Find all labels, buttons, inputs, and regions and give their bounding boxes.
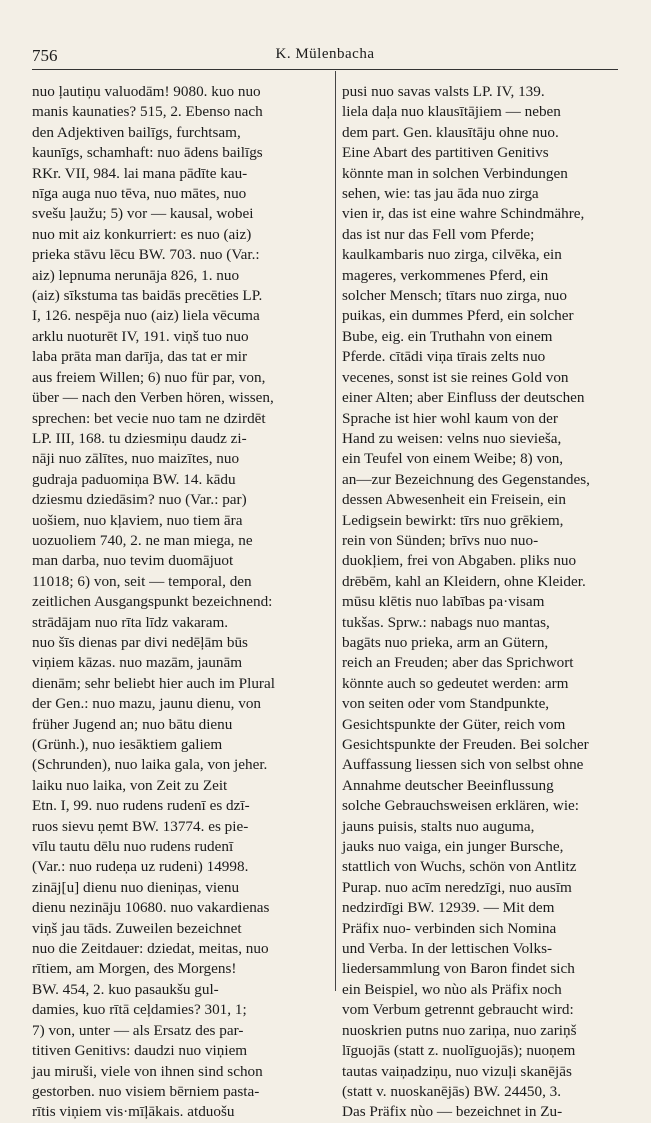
- text-line: kaulkambaris nuo zirga, cilvēka, ein: [342, 246, 562, 264]
- text-line: strādājam nuo rīta līdz vakaram.: [32, 613, 229, 631]
- text-line: jau miruši, viele von ihnen sind schon: [32, 1062, 263, 1080]
- text-line: mūsu klētis nuo labības pa·visam: [342, 593, 545, 611]
- text-line: Eine Abart des partitiven Genitivs: [342, 144, 549, 162]
- text-line: duokļiem, frei von Abgaben. pliks nuo: [342, 552, 577, 570]
- text-line: LP. III, 168. tu dziesmiņu daudz zi-: [32, 429, 247, 447]
- text-line: prieka stāvu lēcu BW. 703. nuo (Var.:: [32, 246, 260, 264]
- text-line: pusi nuo savas valsts LP. IV, 139.: [342, 83, 545, 100]
- text-line: aiz) lepnuma nerunāja 826, 1. nuo: [32, 266, 240, 284]
- text-line: vom Verbum getrennt gebraucht wird:: [342, 1001, 574, 1019]
- text-line: svešu ļaužu; 5) vor — kausal, wobei: [32, 205, 254, 223]
- text-line: viņš jau tāds. Zuweilen bezeichnet: [32, 919, 242, 937]
- text-line: arklu nuoturēt IV, 191. viņš tuo nuo: [32, 327, 249, 345]
- text-line: nīga auga nuo tēva, nuo mātes, nuo: [32, 185, 247, 203]
- text-line: rītiem, am Morgen, des Morgens!: [32, 960, 237, 978]
- text-line: über — nach den Verben hören, wissen,: [32, 389, 274, 407]
- column-divider: [335, 71, 336, 991]
- text-line: tautas vaiņadziņu, nuo vizuļi skanējās: [342, 1062, 572, 1080]
- text-line: das ist nur das Fell vom Pferde;: [342, 225, 535, 243]
- left-column: [32, 82, 326, 1123]
- text-line: nuo šīs dienas par divi nedēļām būs: [32, 633, 248, 651]
- text-line: viņiem kāzas. nuo mazām, jaunām: [32, 654, 243, 672]
- text-line: stattlich von Wuchs, schön von Antlitz: [342, 858, 577, 876]
- text-line: dziesmu dziedāsim? nuo (Var.: par): [32, 491, 247, 509]
- text-line: rītis viņiem vis·mīļākais. atduošu: [32, 1103, 235, 1121]
- text-line: solche Gebrauchsweisen erklären, wie:: [342, 797, 579, 815]
- text-line: dienām; sehr beliebt hier auch im Plural: [32, 674, 275, 692]
- text-line: Auffassung liessen sich von selbst ohne: [342, 756, 584, 774]
- text-line: Bube, eig. ein Truthahn von einem: [342, 327, 553, 345]
- text-line: Annahme deutscher Beeinflussung: [342, 776, 554, 794]
- text-line: solcher Mensch; tītars nuo zirga, nuo: [342, 287, 567, 305]
- text-line: nedzirdīgi BW. 12939. — Mit dem: [342, 899, 555, 917]
- text-line: 7) von, unter — als Ersatz des par-: [32, 1021, 244, 1039]
- text-line: Das Präfix nùo — bezeichnet in Zu-: [342, 1103, 563, 1121]
- text-line: reich an Freuden; aber das Sprichwort: [342, 654, 574, 672]
- text-line: sehen, wie: tas jau āda nuo zirga: [342, 185, 539, 203]
- text-line: dienu nezināju 10680. nuo vakardienas: [32, 899, 270, 917]
- text-line: nuo ļautiņu valuodām! 9080. kuo nuo: [32, 83, 261, 100]
- text-line: Gesichtspunkte der Freuden. Bei solcher: [342, 736, 589, 753]
- text-line: I, 126. nespēja nuo (aiz) liela vēcuma: [32, 307, 260, 325]
- text-line: nuo die Zeitdauer: dziedat, meitas, nuo: [32, 940, 269, 958]
- text-line: laiku nuo laika, von Zeit zu Zeit: [32, 776, 228, 794]
- text-line: einer Alten; aber Einfluss der deutschen: [342, 389, 585, 407]
- text-line: nuo mit aiz konkurriert: es nuo (aiz): [32, 225, 252, 243]
- text-line: (statt v. nuoskanējās) BW. 24450, 3.: [342, 1082, 562, 1100]
- text-line: titiven Genitivs: daudzi nuo viņiem: [32, 1042, 248, 1060]
- text-line: RKr. VII, 984. lai mana pādīte kau-: [32, 164, 248, 182]
- text-line: Purap. nuo acīm neredzīgi, nuo ausīm: [342, 878, 572, 896]
- text-line: bagāts nuo prieka, arm an Gütern,: [342, 633, 549, 651]
- text-line: Hand zu weisen: velns nuo sieviešа,: [342, 429, 562, 447]
- text-line: puikas, ein dummes Pferd, ein solcher: [342, 307, 574, 325]
- text-line: von seiten oder vom Standpunkte,: [342, 695, 550, 713]
- text-line: dessen Abwesenheit ein Freisein, ein: [342, 491, 566, 509]
- text-line: den Adjektiven bailīgs, furchtsam,: [32, 123, 241, 141]
- text-line: ein Teufel von einem Weibe; 8) von,: [342, 450, 564, 468]
- text-line: uošiem, nuo kļaviem, nuo tiem āra: [32, 511, 243, 529]
- text-line: und Verba. In der lettischen Volks-: [342, 940, 553, 958]
- page-header: [32, 46, 618, 68]
- text-line: zināj[u] dienu nuo dieniņas, vienu: [32, 878, 240, 896]
- text-line: gestorben. nuo visiem bērniem pasta-: [32, 1082, 260, 1100]
- text-line: (aiz) sīkstuma tas baidās precēties LP.: [32, 287, 263, 305]
- text-line: ruos sievu ņemt BW. 13774. es pie-: [32, 817, 249, 835]
- text-line: Sprache ist hier wohl kaum von der: [342, 409, 558, 427]
- text-line: dem part. Gen. klausītāju ohne nuo.: [342, 123, 559, 141]
- text-line: (Schrunden), nuo laika gala, von jeher.: [32, 756, 268, 774]
- text-line: an—zur Bezeichnung des Gegenstandes,: [342, 470, 590, 488]
- text-line: Etn. I, 99. nuo rudens rudenī es dzī-: [32, 797, 250, 815]
- text-line: Präfix nuo- verbinden sich Nomina: [342, 919, 557, 937]
- text-line: der Gen.: nuo mazu, jaunu dienu, von: [32, 695, 262, 713]
- header-rule: [32, 69, 618, 70]
- text-line: sprechen: bet vecie nuo tam ne dzirdēt: [32, 409, 266, 427]
- text-line: ein Beispiel, wo nùo als Präfix noch: [342, 980, 562, 998]
- text-line: vecenes, sonst ist sie reines Gold von: [342, 368, 569, 386]
- text-line: uozuoliem 740, 2. ne man miega, ne: [32, 531, 253, 549]
- text-line: nuoskrien putns nuo zariņa, nuo zariņš: [342, 1021, 577, 1039]
- text-line: manis kaunaties? 515, 2. Ebenso nach: [32, 103, 263, 121]
- text-line: vīlu tautu dēlu nuo rudens rudenī: [32, 838, 234, 856]
- text-line: (Var.: nuo rudeņa uz rudeni) 14998.: [32, 858, 249, 876]
- text-line: mageres, verkommenes Pferd, ein: [342, 266, 549, 284]
- text-line: Ledigsein bewirkt: tīrs nuo grēkiem,: [342, 511, 564, 529]
- text-line: Pferde. cītādi viņa tīrais zelts nuo: [342, 348, 546, 366]
- text-line: jauns puisis, stalts nuo auguma,: [342, 817, 535, 835]
- text-line: könnte man in solchen Verbindungen: [342, 164, 568, 182]
- text-line: līguojās (statt z. nuolīguojās); nuoņem: [342, 1042, 576, 1060]
- text-line: früher Jugend an; nuo bātu dienu: [32, 715, 233, 733]
- running-head: K. Mülenbacha: [275, 46, 375, 62]
- text-line: vien ir, das ist eine wahre Schindmähre,: [342, 205, 585, 223]
- text-line: (Grünh.), nuo iesāktiem galiem: [32, 736, 223, 753]
- text-line: jauks nuo vaiga, ein junger Bursche,: [342, 838, 564, 856]
- text-line: liedersammlung von Baron findet sich: [342, 960, 575, 978]
- text-line: Gesichtspunkte der Güter, reich vom: [342, 715, 566, 733]
- text-line: zeitlichen Ausgangspunkt bezeichnend:: [32, 593, 273, 611]
- text-line: gudraja paduomiņa BW. 14. kādu: [32, 470, 236, 488]
- text-line: könnte auch so gedeutet werden: arm: [342, 674, 569, 692]
- page-number: 756: [32, 46, 58, 65]
- text-line: man darba, nuo tevim duomājuot: [32, 552, 234, 570]
- text-line: kaunīgs, schamhaft: nuo ādens bailīgs: [32, 144, 263, 162]
- text-line: BW. 454, 2. kuo pasaukšu gul-: [32, 980, 219, 998]
- text-line: damies, kuo rītā ceļdamies? 301, 1;: [32, 1001, 247, 1019]
- right-column: [342, 82, 638, 1123]
- text-line: nāji nuo zālītes, nuo maizītes, nuo: [32, 450, 240, 468]
- text-line: tukšas. Sprw.: nabags nuo mantas,: [342, 613, 550, 631]
- text-line: laba prāta man darīja, das tat er mir: [32, 348, 248, 366]
- text-line: drēbēm, kahl an Kleidern, ohne Kleider.: [342, 572, 586, 590]
- text-line: 11018; 6) von, seit — temporal, den: [32, 572, 252, 590]
- text-line: aus freiem Willen; 6) nuo für par, von,: [32, 368, 266, 386]
- text-line: liela daļa nuo klausītājiem — neben: [342, 103, 561, 121]
- text-line: rein von Sünden; brīvs nuo nuo-: [342, 531, 539, 549]
